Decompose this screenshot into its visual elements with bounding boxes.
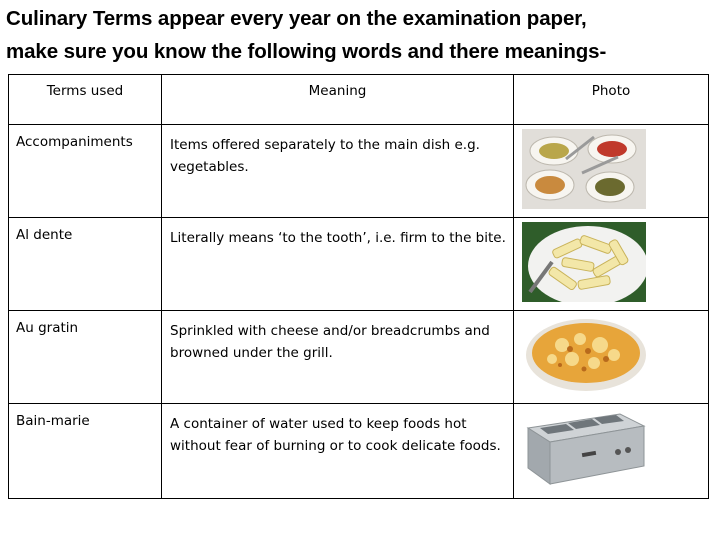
bain-marie-unit-photo — [522, 408, 646, 488]
page-heading — [6, 2, 718, 68]
photo-cell — [514, 404, 709, 499]
table-row — [9, 404, 709, 499]
photo-cell — [514, 218, 709, 311]
table-row — [9, 311, 709, 404]
meaning-cell: Sprinkled with cheese and/or breadcrumbs and browned under the grill. — [162, 311, 514, 404]
meaning-cell: Literally means ‘to the tooth’, i.e. firm to the bite. — [162, 218, 514, 311]
term-cell: Al dente — [9, 218, 162, 311]
meaning-cell: Items offered separately to the main dish e.g. vegetables. — [162, 125, 514, 218]
meaning-cell: A container of water used to keep foods hot without fear of burning or to cook delicate foods. — [162, 404, 514, 499]
photo-cell — [514, 311, 709, 404]
header-terms-used: Terms used — [9, 75, 162, 125]
penne-pasta-photo — [522, 222, 646, 302]
table-row — [9, 125, 709, 218]
accompaniments-dishes-photo — [522, 129, 646, 209]
table-row — [9, 218, 709, 311]
term-cell: Au gratin — [9, 311, 162, 404]
header-photo: Photo — [514, 75, 709, 125]
header-meaning: Meaning — [162, 75, 514, 125]
term-cell: Bain-marie — [9, 404, 162, 499]
term-cell: Accompaniments — [9, 125, 162, 218]
heading-line-2: make sure you know the following words and there meanings- — [6, 40, 607, 63]
heading-line-1: Culinary Terms appear every year on the examination paper, — [6, 7, 587, 30]
gratin-dish-photo — [522, 315, 646, 395]
photo-cell — [514, 125, 709, 218]
culinary-terms-table — [8, 74, 709, 499]
table-header-row — [9, 75, 709, 125]
